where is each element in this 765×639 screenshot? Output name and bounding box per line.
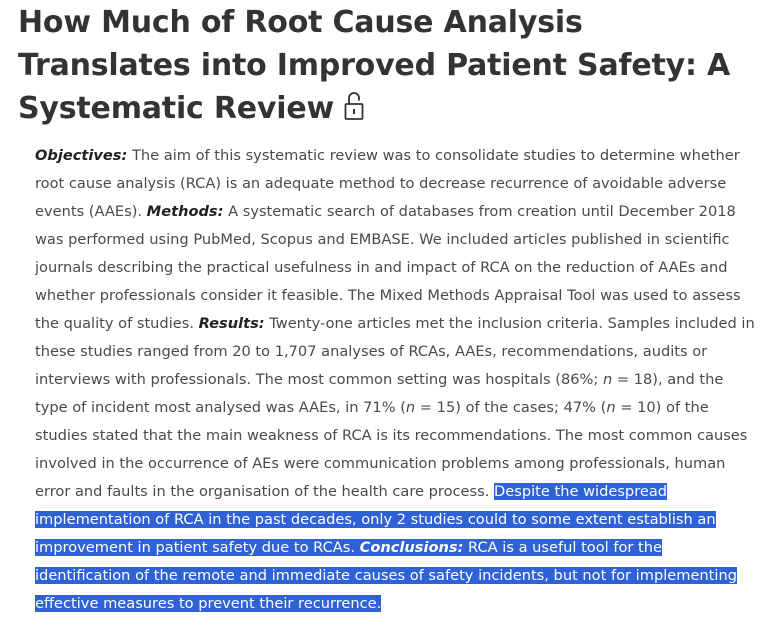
- n-symbol: n: [602, 371, 613, 388]
- abstract-paragraph[interactable]: [35, 142, 757, 618]
- objectives-label: Objectives:: [35, 147, 128, 164]
- results-text: Twenty-one articles met the inclusion criteria. Samples included in these studies ranged from 20 to 1,707 analyses of RCAs, AAEs, recommendations, audits or interviews with professionals. The most common setting was hospitals (86%;: [35, 315, 755, 388]
- selected-text[interactable]: [35, 483, 737, 612]
- results-label: Results:: [198, 315, 265, 332]
- methods-text: A systematic search of databases from creation until December 2018 was performed using PubMed, Scopus and EMBASE. We included articles published in scientific journals describing the practical usefulness in and impact of RCA on the reduction of AAEs and whether professionals consider it feasible. The Mixed Methods Appraisal Tool was used to assess the quality of studies.: [35, 203, 741, 332]
- results-text: = 15) of the cases; 47% (: [415, 399, 607, 416]
- n-symbol: n: [606, 399, 616, 416]
- article-title: [18, 0, 758, 130]
- unlocked-padlock-icon: [344, 91, 364, 121]
- n-symbol: n: [405, 399, 416, 416]
- results-text: = 10) of the studies stated that the main weakness of RCA is its recommendations. The most common causes involved in the occurrence of AEs were communication problems among professionals, human error and faults in the organisation of the health care process.: [35, 399, 748, 500]
- conclusions-text: RCA is a useful tool for the identification of the remote and immediate causes of safety incidents, but not for implementing effective measures to prevent their recurrence.: [35, 539, 737, 612]
- abstract: [35, 142, 757, 618]
- results-text: = 18), and the type of incident most analysed was AAEs, in 71% (: [35, 371, 724, 416]
- methods-label: Methods:: [146, 203, 224, 220]
- article-header: [18, 0, 758, 130]
- article-title-text: How Much of Root Cause Analysis Translates into Improved Patient Safety: A Systematic Review: [18, 5, 731, 126]
- conclusions-label: Conclusions:: [359, 539, 464, 556]
- results-selected-text: Despite the widespread implementation of RCA in the past decades, only 2 studies could to some extent establish an improvement in patient safety due to RCAs.: [35, 483, 716, 556]
- objectives-text: The aim of this systematic review was to consolidate studies to determine whether root cause analysis (RCA) is an adequate method to decrease recurrence of avoidable adverse events (AAEs).: [35, 147, 740, 220]
